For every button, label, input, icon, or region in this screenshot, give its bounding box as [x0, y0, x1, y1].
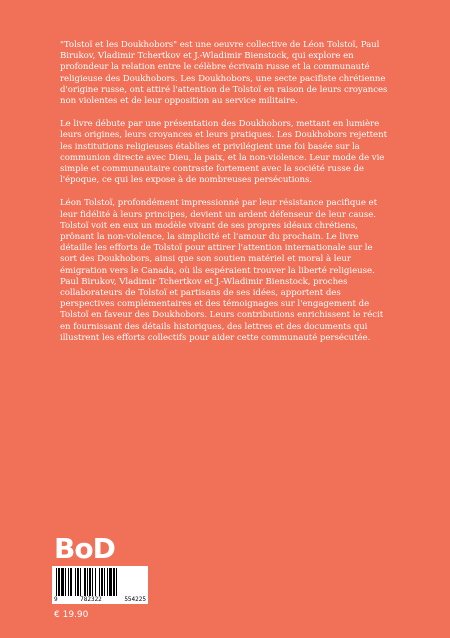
- description-paragraph-3: Léon Tolstoï, profondément impressionné par leur résistance pacifique et leur fidélité à leurs principes, devient un ardent défenseur de leur cause. Tolstoï voit en eux un modèle vivant de ses propres idéaux chrétiens, prônant la non-violence, la simplicité et l'amour du prochain. Le livre détaille les efforts de Tolstoï pour attirer l'attention internationale sur le sort des Doukhobors, ainsi que son soutien matériel et moral à leur émigration vers le Canada, où ils espéraient trouver la liberté religieuse. Paul Birukov, Vladimir Tchertkov et J.-Wladimir Bienstock, proches collaborateurs de Tolstoï et partisans de ses idées, apportent des perspectives complémentaires et des témoignages sur l'engagement de Tolstoï en faveur des Doukhobors. Leurs contributions enrichissent le récit en fournissant des détails historiques, des lettres et des documents qui illustrent les efforts collectifs pour aider cette communauté persécutée.: [60, 198, 384, 343]
- barcode-digit-group-3: 554225: [124, 596, 146, 603]
- description-paragraph-1: "Tolstoï et les Doukhobors" est une oeuvre collective de Léon Tolstoï, Paul Birukov, Vladimir Tchertkov et J.-Wladimir Bienstock, qui explore en profondeur la relation entre le célèbre écrivain russe et la communauté religieuse des Doukhobors. Les Doukhobors, une secte pacifiste chrétienne d'origine russe, ont attiré l'attention de Tolstoï en raison de leurs croyances non violentes et de leur opposition au service militaire.: [60, 40, 388, 107]
- isbn-barcode: [52, 566, 148, 604]
- price: € 19.90: [54, 610, 89, 620]
- barcode-digit-group-2: 782322: [80, 596, 102, 603]
- barcode-bars: [56, 568, 144, 596]
- barcode-digit-group-1: 9: [54, 596, 58, 603]
- publisher-logo: BoD: [54, 532, 115, 565]
- description-paragraph-2: Le livre débute par une présentation des Doukhobors, mettant en lumière leurs origines, leurs croyances et leurs pratiques. Les Doukhobors rejettent les institutions religieuses établies et privilégient une foi basée sur la communion directe avec Dieu, la paix, et la non-violence. Leur mode de vie simple et communautaire contraste fortement avec la société russe de l'époque, ce qui les expose à de nombreuses persécutions.: [60, 119, 387, 186]
- barcode-digits: [54, 596, 146, 603]
- back-cover-description: [60, 40, 390, 356]
